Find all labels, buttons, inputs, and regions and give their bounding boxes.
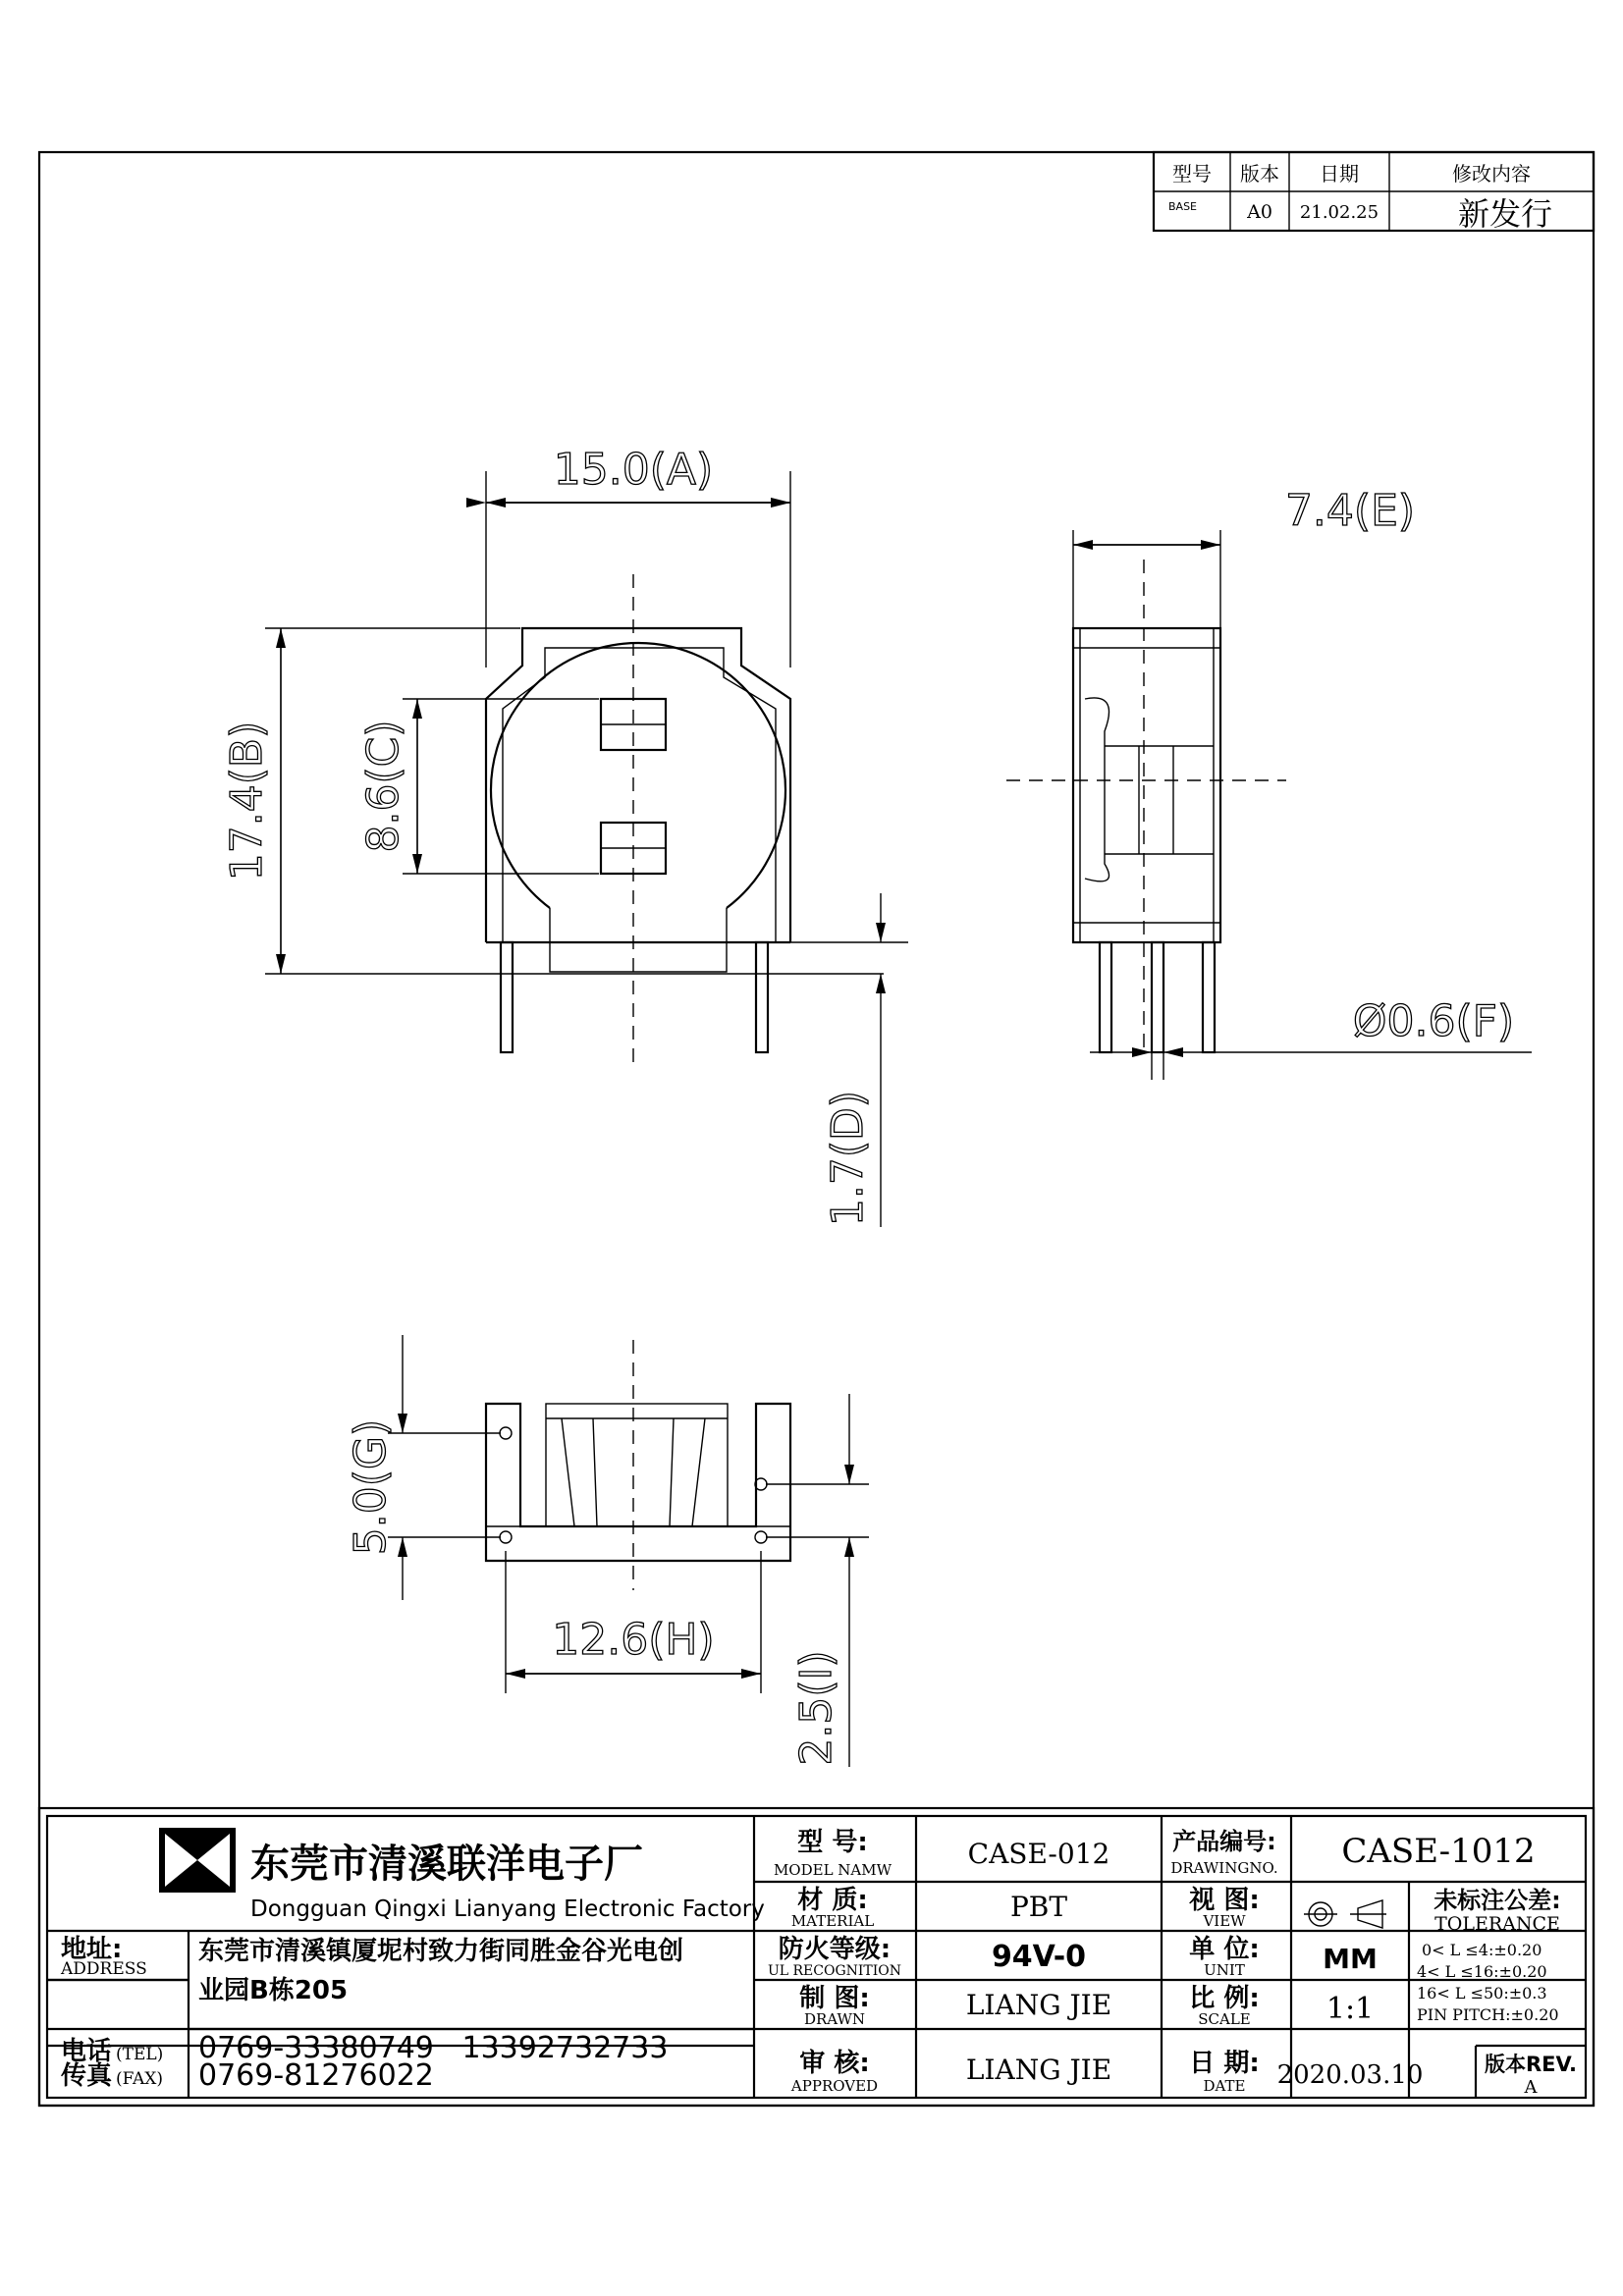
company-name-cn: 东莞市清溪联洋电子厂 [250,1842,643,1887]
rev-row-model: BASE [1168,200,1198,213]
drawing-no-value: CASE-1012 [1341,1832,1536,1871]
dim-a-label: 15.0(A) [553,445,714,495]
unit-label: 单 位: [1189,1935,1260,1964]
address-label-en: ADDRESS [61,1959,147,1979]
rev-header-version: 版本 [1240,162,1279,186]
view-label-en: VIEW [1203,1912,1246,1930]
drawn-value: LIANG JIE [965,1989,1112,2021]
rev-label: 版本REV. [1484,2053,1578,2076]
dim-d-label: 1.7(D) [823,1090,873,1227]
dim-i-label: 2.5(I) [791,1650,841,1766]
projection-symbol-icon [1304,1900,1386,1928]
date-label-en: DATE [1203,2077,1246,2095]
fax-label: 传真 [61,2061,113,2091]
date-value: 2020.03.10 [1276,2060,1424,2090]
drawn-label-en: DRAWN [803,2010,866,2028]
fax-label-en: (FAX) [116,2069,163,2089]
drawing-no-label: 产品编号: [1172,1828,1276,1855]
drawing-border [39,152,1594,2106]
dim-g-label: 5.0(G) [346,1418,396,1556]
tolerance-line-4: PIN PITCH:±0.20 [1417,2005,1559,2024]
rev-header-model: 型号 [1172,162,1212,186]
drawn-label: 制 图: [799,1984,870,2013]
address-line1: 东莞市清溪镇厦坭村致力街同胜金谷光电创 [198,1937,684,1966]
date-label: 日 期: [1189,2049,1260,2078]
drawing-no-label-en: DRAWINGNO. [1170,1859,1278,1877]
dim-f-label: Ø0.6(F) [1352,996,1515,1046]
tolerance-line-3: 16< L ≤50:±0.3 [1417,1984,1547,2002]
tel-label-en: (TEL) [116,2045,164,2064]
material-label: 材 质: [797,1886,868,1915]
model-label: 型 号: [797,1828,868,1857]
material-label-en: MATERIAL [790,1912,875,1930]
rev-header-date: 日期 [1320,162,1359,186]
model-value: CASE-012 [967,1838,1110,1870]
tolerance-line-1: 0< L ≤4:±0.20 [1422,1941,1542,1959]
scale-label-en: SCALE [1198,2010,1251,2028]
company-name-en: Dongguan Qingxi Lianyang Electronic Factory [250,1896,765,1922]
tel-label: 电话 [61,2037,113,2066]
tolerance-line-2: 4< L ≤16:±0.20 [1417,1962,1547,1981]
rev-row-date: 21.02.25 [1299,202,1380,223]
tolerance-label-en: TOLERANCE [1434,1913,1560,1935]
model-label-en: MODEL NAMW [773,1861,893,1879]
dim-c-label: 8.6(C) [358,720,408,853]
unit-value: MM [1323,1943,1378,1975]
tolerance-label: 未标注公差: [1434,1887,1561,1914]
fax-number: 0769-81276022 [198,2058,434,2093]
tel-number: 0769-33380749 13392732733 [198,2031,669,2065]
revision-table [1154,152,1594,233]
approved-label: 审 核: [799,2049,870,2078]
dim-h-label: 12.6(H) [552,1615,715,1665]
company-logo [159,1828,236,1893]
view-label: 视 图: [1189,1886,1260,1915]
fire-label: 防火等级: [778,1935,892,1964]
material-value: PBT [1009,1891,1068,1923]
fire-value: 94V-0 [991,1940,1087,1974]
fire-label-en: UL RECOGNITION [767,1963,902,1979]
rev-value: A [1524,2077,1538,2098]
rev-header-content: 修改内容 [1452,162,1531,186]
scale-value: 1:1 [1325,1992,1375,2026]
rev-row-version: A0 [1247,201,1272,223]
scale-label: 比 例: [1189,1984,1260,2013]
address-line2: 业园B栋205 [198,1976,349,2005]
unit-label-en: UNIT [1204,1961,1245,1979]
rev-row-content: 新发行 [1457,195,1553,233]
approved-label-en: APPROVED [790,2077,879,2095]
dim-e-label: 7.4(E) [1284,486,1416,536]
address-label: 地址: [61,1935,123,1964]
dim-b-label: 17.4(B) [222,721,272,881]
approved-value: LIANG JIE [965,2054,1112,2086]
